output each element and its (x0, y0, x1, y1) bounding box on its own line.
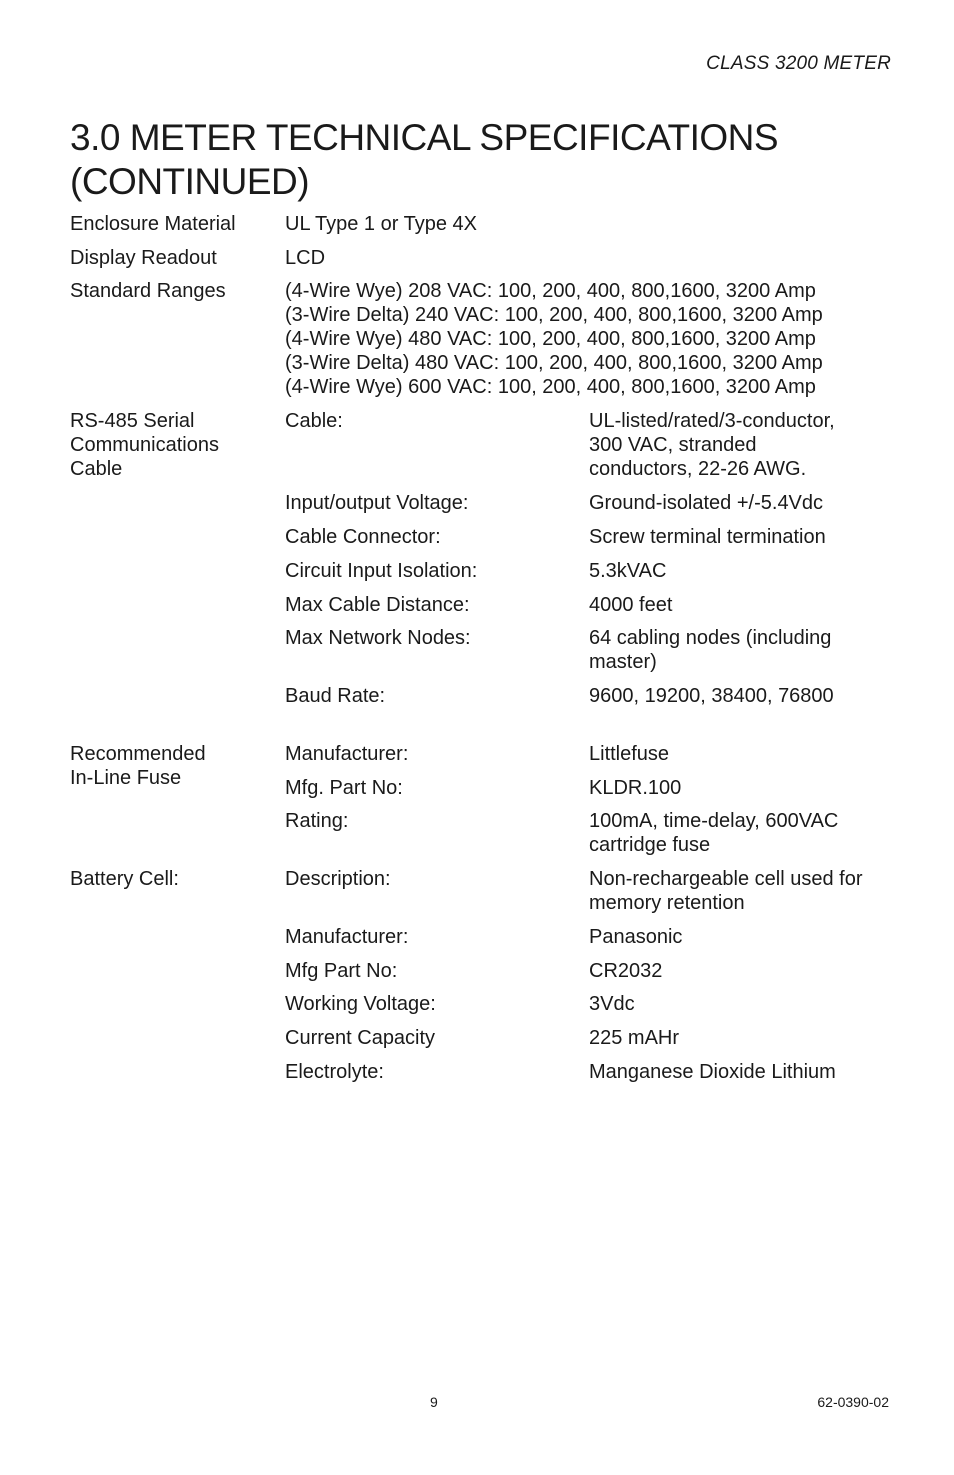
spec-key: Cable Connector: (285, 526, 441, 548)
spec-key: Rating: (285, 810, 349, 832)
spec-key: Mfg. Part No: (285, 777, 403, 799)
range-line: (4-Wire Wye) 208 VAC: 100, 200, 400, 800,1600, 3200 Amp (285, 280, 816, 302)
spec-value: CR2032 (589, 960, 663, 982)
spec-standard-ranges (70, 279, 900, 409)
value-line: Non-rechargeable cell used for (589, 868, 863, 890)
label-line: Battery Cell: (70, 868, 179, 890)
spec-row-fuse-part (70, 776, 900, 809)
spec-row-distance (70, 593, 900, 626)
range-line: (3-Wire Delta) 240 VAC: 100, 200, 400, 800,1600, 3200 Amp (285, 304, 823, 326)
spec-value: Manganese Dioxide Lithium (589, 1061, 836, 1083)
spec-key: Manufacturer: (285, 926, 409, 948)
spec-general (70, 212, 900, 280)
range-line: (4-Wire Wye) 600 VAC: 100, 200, 400, 800,1600, 3200 Amp (285, 376, 816, 398)
spec-value: 3Vdc (589, 993, 635, 1015)
spec-rs485 (70, 409, 900, 718)
label-line: Communications (70, 434, 219, 456)
spec-row-isolation (70, 559, 900, 593)
spec-value (589, 867, 889, 915)
spec-value: LCD (285, 247, 326, 269)
spec-key: Description: (285, 868, 391, 890)
spec-key: Working Voltage: (285, 993, 436, 1015)
value-line: 300 VAC, stranded (589, 434, 757, 456)
spec-key: Input/output Voltage: (285, 492, 469, 514)
value-line: UL-listed/rated/3-conductor, (589, 410, 835, 432)
spec-key: Current Capacity (285, 1027, 436, 1049)
title-line-2: (CONTINUED) (70, 161, 310, 202)
spec-row-battery-capacity (70, 1026, 900, 1060)
spec-value: Ground-isolated +/-5.4Vdc (589, 492, 824, 514)
spec-row-battery-electrolyte (70, 1060, 900, 1094)
label-line: RS-485 Serial (70, 410, 195, 432)
spec-key: Manufacturer: (285, 743, 409, 765)
spec-label: Standard Ranges (70, 280, 226, 302)
value-line: cartridge fuse (589, 834, 711, 856)
spec-value: 4000 feet (589, 594, 673, 616)
spec-value: Panasonic (589, 926, 683, 948)
spec-row-nodes (70, 626, 900, 684)
label-line: In-Line Fuse (70, 767, 182, 789)
label-line: Cable (70, 458, 123, 480)
spec-row-enclosure (70, 212, 900, 246)
spec-row-fuse-rating (70, 809, 900, 867)
spec-label: Display Readout (70, 247, 217, 269)
spec-row-battery-manufacturer (70, 925, 900, 959)
spec-value: Littlefuse (589, 743, 670, 765)
spec-value: 9600, 19200, 38400, 76800 (589, 685, 834, 707)
spec-key: Cable: (285, 410, 343, 432)
title-line-1: 3.0 METER TECHNICAL SPECIFICATIONS (70, 117, 779, 158)
spec-row-cable (70, 409, 900, 491)
spec-key: Circuit Input Isolation: (285, 560, 478, 582)
spec-key: Mfg Part No: (285, 960, 398, 982)
spec-row-battery-description (70, 867, 900, 925)
document-number: 62-0390-02 (817, 1394, 889, 1410)
value-line: master) (589, 651, 657, 673)
spec-value (589, 409, 889, 481)
spec-row-connector (70, 525, 900, 559)
label-line: Recommended (70, 743, 206, 765)
page-number: 9 (430, 1394, 438, 1410)
value-line: memory retention (589, 892, 745, 914)
page-title (70, 116, 910, 204)
running-header: CLASS 3200 METER (706, 53, 891, 74)
spec-row-display (70, 246, 900, 280)
spec-value: 5.3kVAC (589, 560, 667, 582)
spec-key: Baud Rate: (285, 685, 386, 707)
spec-value: KLDR.100 (589, 777, 682, 799)
spec-key: Max Network Nodes: (285, 627, 471, 649)
standard-ranges-list (285, 279, 905, 399)
range-line: (4-Wire Wye) 480 VAC: 100, 200, 400, 800,1600, 3200 Amp (285, 328, 816, 350)
spec-fuse (70, 742, 900, 867)
spec-value: 225 mAHr (589, 1027, 680, 1049)
spec-row-battery-voltage (70, 992, 900, 1026)
range-line: (3-Wire Delta) 480 VAC: 100, 200, 400, 800,1600, 3200 Amp (285, 352, 823, 374)
spec-row-io-voltage (70, 491, 900, 525)
spec-row-battery-part (70, 959, 900, 992)
spec-value: Screw terminal termination (589, 526, 826, 548)
value-line: 64 cabling nodes (including (589, 627, 832, 649)
value-line: conductors, 22-26 AWG. (589, 458, 807, 480)
spec-battery (70, 867, 900, 1094)
spec-value: UL Type 1 or Type 4X (285, 213, 477, 235)
spec-key: Max Cable Distance: (285, 594, 470, 616)
value-line: 100mA, time-delay, 600VAC (589, 810, 839, 832)
spec-key: Electrolyte: (285, 1061, 384, 1083)
spec-value (589, 626, 889, 674)
spec-value (589, 809, 889, 857)
spec-row-fuse-manufacturer (70, 742, 900, 776)
spec-row-baud (70, 684, 900, 718)
spec-label: Enclosure Material (70, 213, 236, 235)
